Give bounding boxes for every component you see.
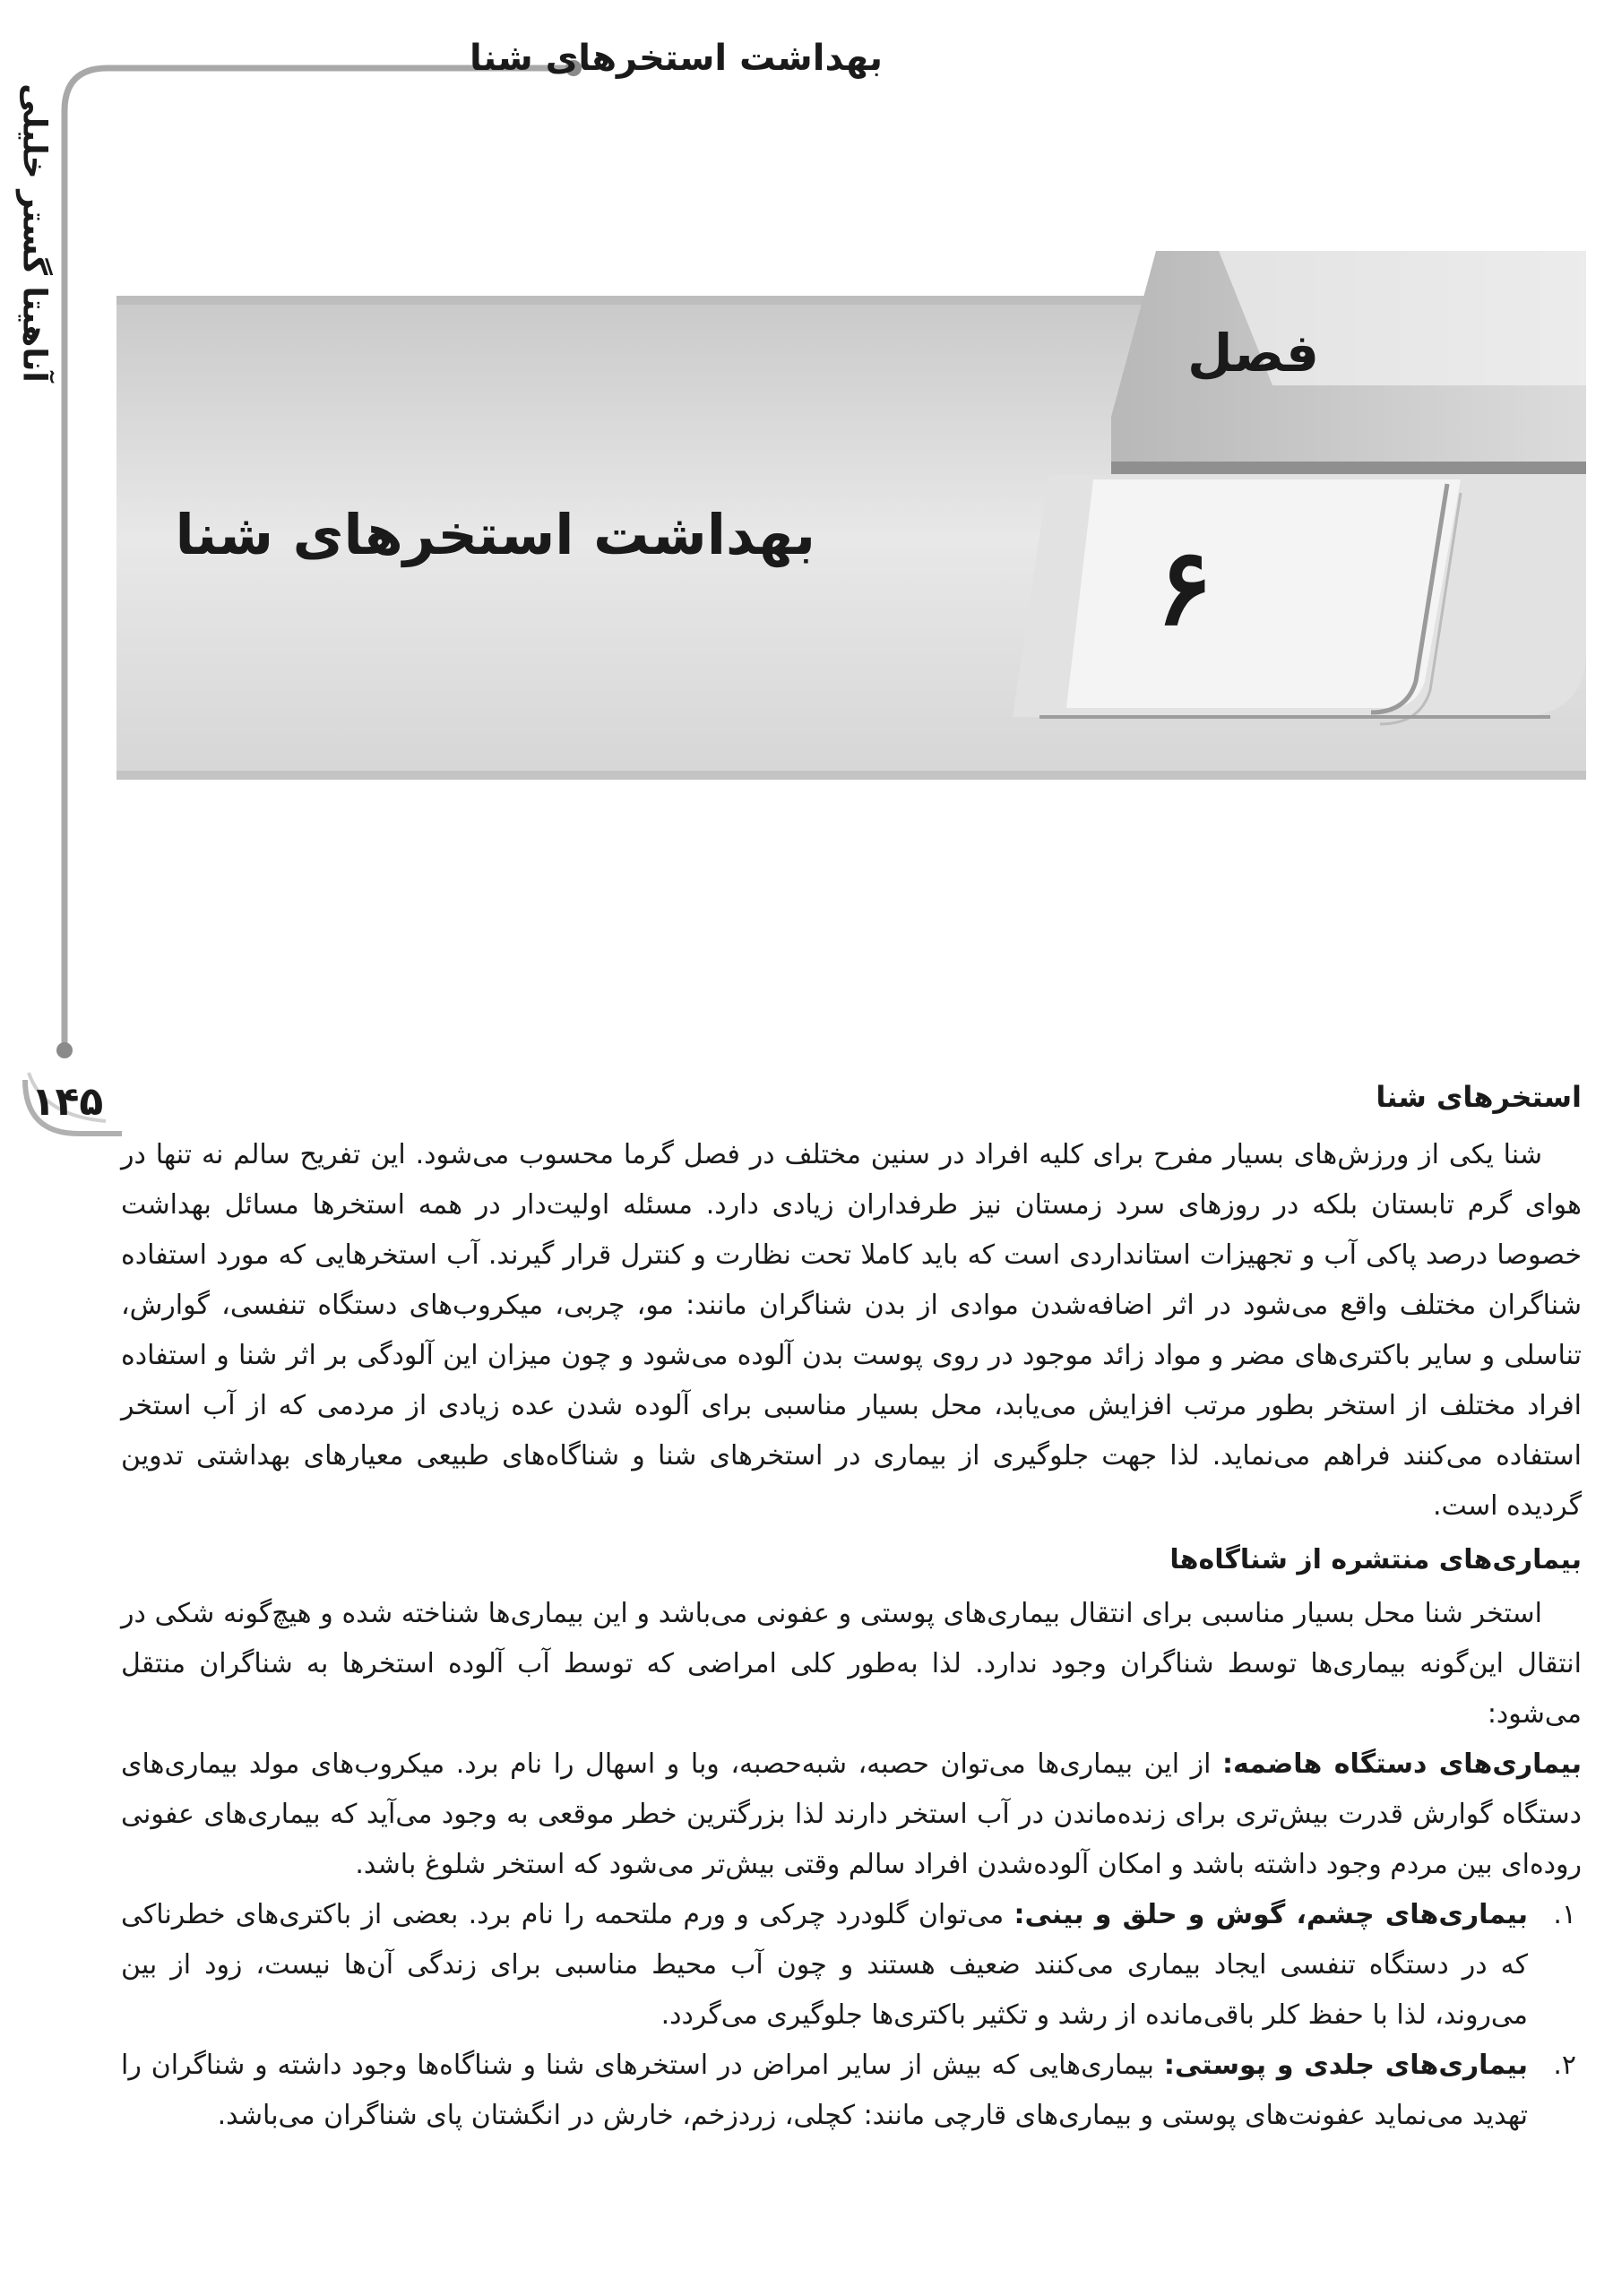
- page-number: ۱۴۵: [30, 1079, 104, 1125]
- paragraph: استخر شنا محل بسیار مناسبی برای انتقال بیماری‌های پوستی و عفونی می‌باشد و این بیماری‌ها شناخته شده و هیچ‌گونه شکی در انتقال این‌گونه بیماری‌ها توسط شناگران وجود ندارد. لذا به‌طور کلی امراضی که توسط آب آلوده استخرها به شناگران منتقل می‌شود:: [121, 1598, 1582, 1730]
- inline-text: می‌توان گلودرد چرکی و ورم ملتحمه را نام برد. بعضی از باکتری‌های خطرناکی که در دستگاه تنفسی ایجاد بیماری می‌کنند ضعیف هستند و چون آب محیط مناسبی برای زندگی آن‌ها نیست، زود از بین می‌روند، لذا با حفظ کلر باقی‌مانده از رشد و تکثیر باکتری‌ها جلوگیری می‌گردد.: [121, 1899, 1528, 2031]
- side-author-label: [7, 83, 61, 383]
- inline-term: بیماری‌های جلدی و پوستی:: [1163, 2050, 1528, 2081]
- list-number: ۲.: [1553, 2050, 1576, 2081]
- inline-term: بیماری‌های دستگاه هاضمه:: [1221, 1748, 1582, 1780]
- inline-text: بیماری‌هایی که بیش از سایر امراض در استخرهای شنا و شناگاه‌ها وجود داشته و شناگران را تهدید می‌نماید عفونت‌های پوستی و بیماری‌های قارچی مانند: کچلی، زردزخم، خارش در انگشتان پای شناگران می‌باشد.: [121, 2050, 1528, 2131]
- paragraph: شنا یکی از ورزش‌های بسیار مفرح برای کلیه افراد در سنین مختلف در فصل گرما محسوب می‌شود. این تفریح سالم نه تنها در هوای گرم تابستان بلکه در روزهای سرد زمستان نیز طرفداران زیادی دارد. مسئله اولیت‌دار در همه استخرها مسائل بهداشت خصوصا درصد پاکی آب و تجهیزات استانداردی است که باید کاملا تحت نظارت و کنترل قرار گیرند. آب استخرهایی که مورد استفاده شناگران مختلف واقع می‌شود در اثر اضافه‌شدن موادی از بدن شناگران مانند: مو، چربی، میکروب‌های دستگاه تنفسی، گوارش، تناسلی و سایر باکتری‌های مضر و مواد زائد موجود در روی پوست بدن آلوده می‌شود و چون میزان این آلودگی بر اثر شنا و استفاده افراد مختلف از استخر بطور مرتب افزایش می‌یابد، محل بسیار مناسبی برای آلوده شدن عده زیادی از مردمی که از آب استخر استفاده می‌کنند فراهم می‌نماید. لذا جهت جلوگیری از بیماری در استخرهای شنا و شناگاه‌های طبیعی معیارهای بهداشتی تدوین گردیده است.: [121, 1139, 1582, 1522]
- inline-text: از این بیماری‌ها می‌توان حصبه، شبه‌حصبه، وبا و اسهال را نام برد. میکروب‌های مولد بیماری‌های دستگاه گوارش قدرت بیش‌تری برای زنده‌ماندن در آب استخر دارند لذا بزرگترین خطر موقعی به وجود می‌آید که بیماری‌های عفونی روده‌ای بین مردم وجود داشته باشد و امکان آلوده‌شدن افراد سالم وقتی بیش‌تر می‌شود که استخر شلوغ باشد.: [121, 1748, 1582, 1880]
- numbered-list: [121, 1890, 1582, 2141]
- list-item: [121, 1890, 1582, 2041]
- body-text: [121, 1071, 1582, 2141]
- section-heading: استخرهای شنا: [1376, 1080, 1582, 1114]
- side-author-text: آناهیتا گستر خلیلی: [15, 83, 53, 383]
- list-number: ۱.: [1553, 1899, 1576, 1930]
- chapter-number: ۶: [1156, 524, 1213, 649]
- chapter-label: فصل: [1187, 323, 1319, 384]
- inline-term: بیماری‌های چشم، گوش و حلق و بینی:: [1014, 1899, 1528, 1930]
- running-header: بهداشت استخرهای شنا: [470, 38, 883, 79]
- chapter-title: بهداشت استخرهای شنا: [175, 502, 815, 567]
- list-item: [121, 2041, 1582, 2141]
- section-heading: بیماری‌های منتشره از شناگاه‌ها: [1169, 1544, 1582, 1575]
- paragraph: [121, 1739, 1582, 1890]
